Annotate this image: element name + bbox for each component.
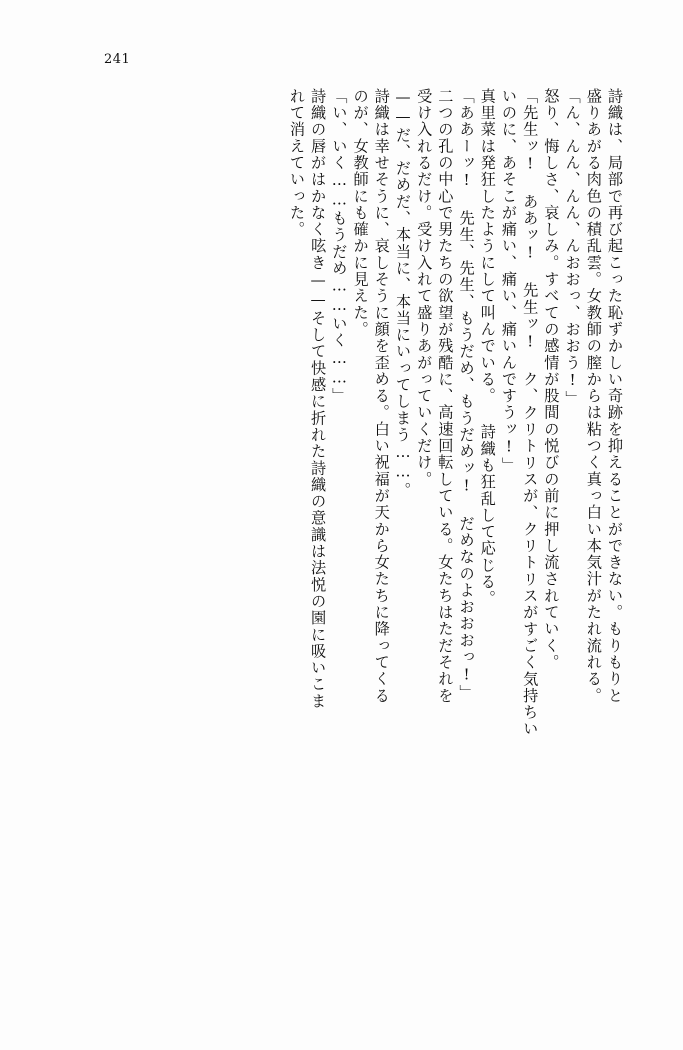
text-column: 「ああーッ! 先生、先生、もうだめ、もうだめッ! だめなのよおおおっ!」 [457,88,476,702]
text-column: 「先生ッ! ああッ! 先生ッ! ク、クリトリスが、クリトリスがすごく気持ちい [521,88,540,738]
text-column: 「ん、んん、んん、んおおっ、おおう!」 [563,88,582,408]
text-column: 二つの孔の中心で男たちの欲望が残酷に、高速回転している。女たちはただそれを [436,88,455,705]
text-column: 怒り、悔しさ、哀しみ。すべての感情が股間の悦びの前に押し流されていく。 [542,88,561,671]
text-column: 盛りあがる肉色の積乱雲。女教師の膣からは粘つく真っ白い本気汁がたれ流れる。 [584,88,603,705]
text-column: 受け入れるだけ。受け入れて盛りあがっていくだけ。 [415,88,434,488]
text-column: のが、女教師にも確かに見えた。 [351,88,370,338]
text-column: 真里菜は発狂したようにして叫んでいる。 詩織も狂乱して応じる。 [478,88,497,607]
page-number: 241 [104,52,131,67]
vertical-text-body [62,88,622,988]
text-column: 詩織は幸せそうに、哀しそうに顔を歪める。白い祝福が天から女たちに降ってくる [372,88,391,705]
text-column: ——だ、だめだ、本当に、本当にいってしまう……。 [393,88,412,499]
text-column: 「い、いく……もうだめ……いく……」 [330,88,349,405]
text-column: 詩織の唇がはかなく呟き——そして快感に折れた詩織の意識は法悦の園に吸いこま [309,88,328,710]
text-column: れて消えていった。 [287,88,306,238]
text-column: いのに、あそこが痛い、痛い、痛いんですうッ!」 [499,88,518,474]
text-column: 詩織は、局部で再び起こった恥ずかしい奇跡を抑えることができない。もりもりと [606,88,624,705]
